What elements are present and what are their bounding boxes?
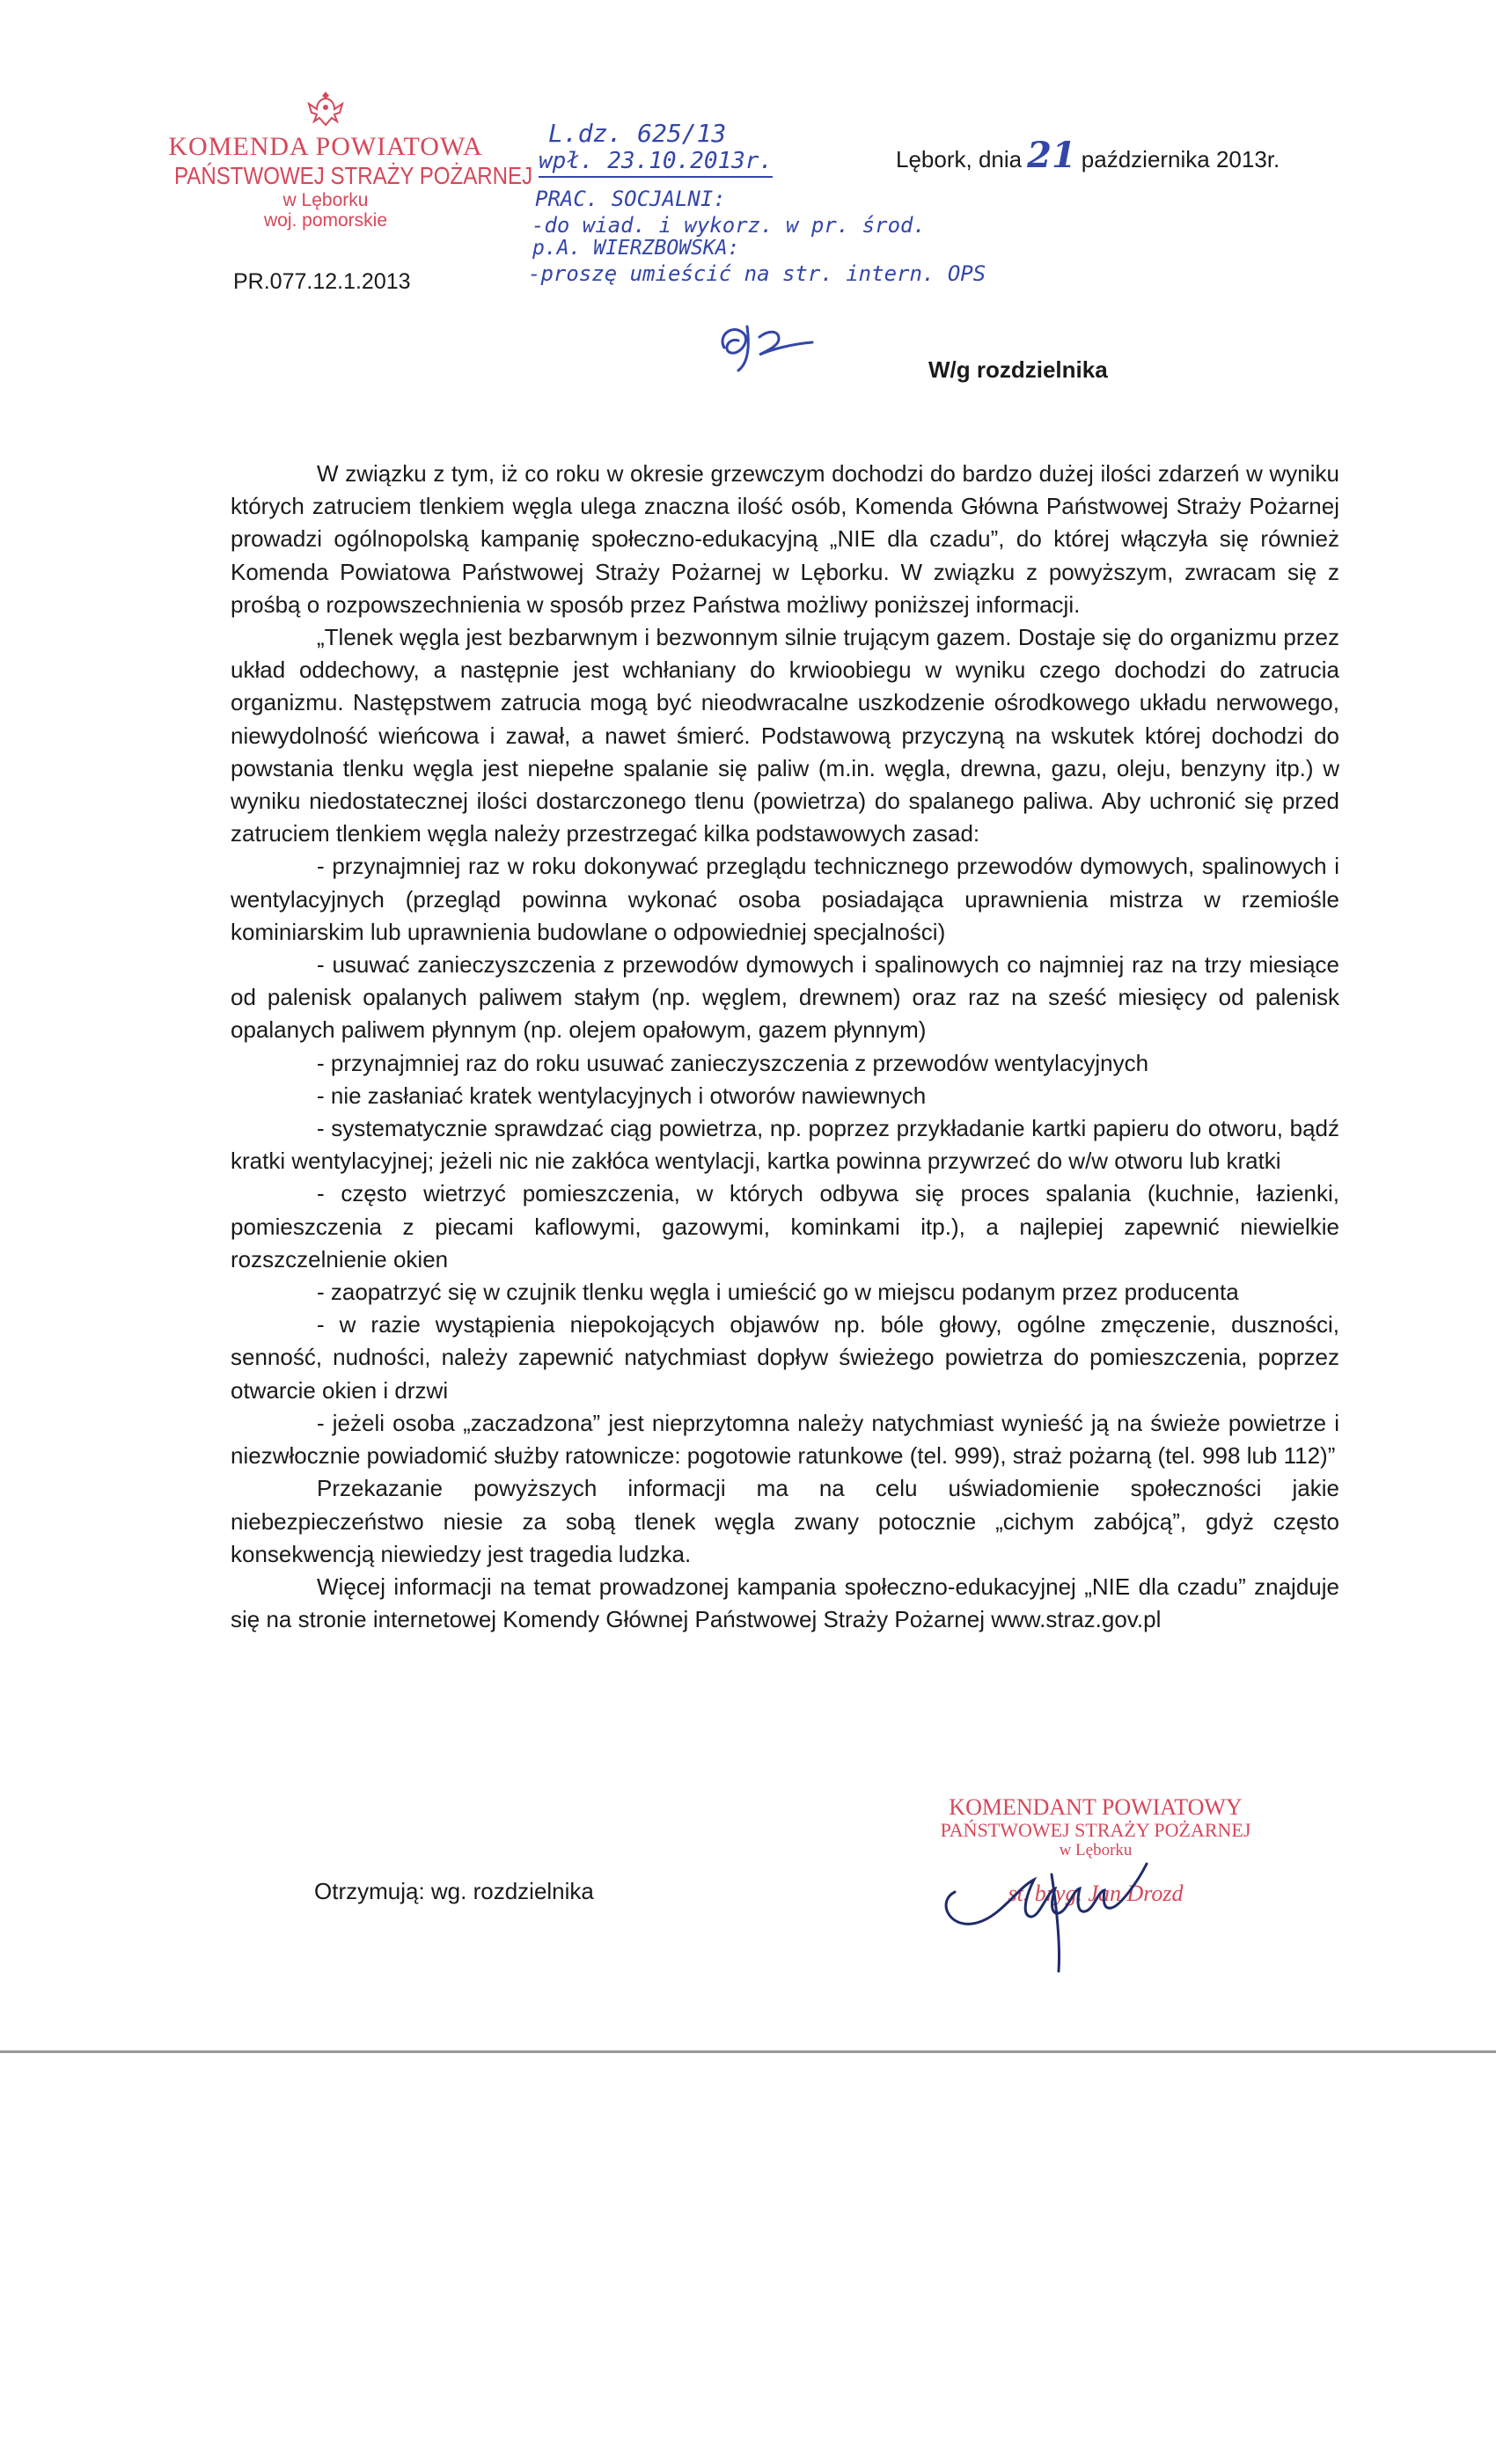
institution-stamp — [150, 88, 533, 231]
place-date — [896, 135, 1280, 176]
place-date-prefix: Lębork, dnia — [896, 146, 1023, 172]
handwritten-note-1: L.dz. 625/13 — [548, 119, 727, 148]
handwritten-initials-icon — [708, 312, 832, 383]
handwritten-note-2 — [539, 148, 773, 178]
paragraph: W związku z tym, iż co roku w okresie grzewczym dochodzi do bardzo dużej ilości zdarzeń w wyniku których zatruciem tlenkiem węgla ulega znaczna ilość osób, Komenda Główna Państwowej Straży Pożarnej prowadzi ogólnopolską kampanię społeczno-edukacyjną „NIE dla czadu”, do której włączyła się również Komenda Powiatowa Państwowej Straży Pożarnej w Lęborku. W związku z powyższym, zwracam się z prośbą o rozpowszechnienia w sposób przez Państwa możliwy poniższej informacji. — [231, 460, 1339, 618]
paragraph: „Tlenek węgla jest bezbarwnym i bezwonnym silnie trującym gazem. Dostaje się do organizmu przez układ oddechowy, a następnie jest wchłaniany do krwioobiegu w wyniku czego dochodzi do zatrucia organizmu. Następstwem zatrucia mogą być nieodwracalne uszkodzenie ośrodkowego układu nerwowego, niewydolność wieńcowa i zawał, a nawet śmierć. Podstawową przyczyną na wskutek której dochodzi do powstania tlenku węgla jest niepełne spalanie się paliw (m.in. węgla, drewna, gazu, oleju, benzyny itp.) w wyniku niedostatecznej ilości dostarczonego tlenu (powietrza) do spalanego paliwa. Aby uchronić się przed zatruciem tlenkiem węgla należy przestrzegać kilka podstawowych zasad: — [231, 624, 1339, 847]
signature-stamp-line-3: w Lęborku — [1059, 1841, 1133, 1859]
recipients-line: Otrzymują: wg. rozdzielnika — [314, 1878, 594, 1904]
handwritten-note-5: p.A. WIERZBOWSKA: — [532, 237, 740, 260]
list-item: - przynajmniej raz do roku usuwać zanieczyszczenia z przewodów wentylacyjnych — [317, 1049, 1149, 1076]
stamp-line-1: KOMENDA POWIATOWA — [168, 132, 483, 161]
eagle-emblem-icon — [305, 88, 346, 128]
handwritten-note-2-text: wpł. 23.10.2013r. — [539, 148, 773, 178]
reference-number: PR.077.12.1.2013 — [233, 269, 411, 294]
list-item: - jeżeli osoba „zaczadzona” jest nieprzytomna należy natychmiast wynieść ją na świeże powietrze i niezwłocznie powiadomić służby ratownicze: pogotowie ratunkowe (tel. 999), straż pożarną (tel. 998 lub 112)” — [231, 1409, 1339, 1470]
handwritten-note-6: -proszę umieścić na str. intern. OPS — [528, 261, 986, 286]
addressee: W/g rozdzielnika — [928, 356, 1108, 383]
handwritten-note-3: PRAC. SOCJALNI: — [535, 187, 726, 211]
list-item: - często wietrzyć pomieszczenia, w których odbywa się proces spalania (kuchnie, łazienki, pomieszczenia z piecami kaflowymi, gazowymi, kominkami itp.), a najlepiej zapewnić niewielkie rozszczelnienie okien — [231, 1180, 1339, 1272]
place-date-day: 21 — [1027, 135, 1076, 176]
list-item: - systematycznie sprawdzać ciąg powietrza, np. poprzez przykładanie kartki papieru do otworu, bądź kratki wentylacyjnej; jeżeli nic nie zakłóca wentylacji, kartka powinna przywrzeć do w/w otworu lub kratki — [231, 1115, 1339, 1175]
list-item: - przynajmniej raz w roku dokonywać przeglądu technicznego przewodów dymowych, spalinowych i wentylacyjnych (przegląd powinna wykonać osoba posiadająca uprawnienia mistrza w rzemiośle kominiarskim lub uprawnienia budowlane o odpowiedniej specjalności) — [231, 853, 1339, 945]
stamp-line-3: w Lęborku — [282, 190, 369, 210]
place-date-suffix: października 2013r. — [1081, 146, 1280, 172]
page-divider — [0, 2050, 1496, 2053]
paragraph: Więcej informacji na temat prowadzonej kampania społeczno-edukacyjnej „NIE dla czadu” znajduje się na stronie internetowej Komendy Głównej Państwowej Straży Pożarnej www.straz.gov.pl — [231, 1573, 1339, 1633]
list-item: - w razie wystąpienia niepokojących objawów np. bóle głowy, ogólne zmęczenie, duszności, senność, nudności, należy zapewnić natychmiast dopływ świeżego powietrza do pomieszczenia, poprzez otwarcie okien i drzwi — [231, 1311, 1339, 1404]
stamp-line-2: PAŃSTWOWEJ STRAŻY POŻARNEJ — [174, 162, 533, 189]
signature-stamp-line-4: st. bryg. Jan Drozd — [1008, 1881, 1184, 1906]
list-item: - usuwać zanieczyszczenia z przewodów dymowych i spalinowych co najmniej raz na trzy miesiące od palenisk opalanych paliwem stałym (np. węglem, drewnem) oraz raz na sześć miesięcy od palenisk opalanych paliwem płynnym (np. olejem opałowym, gazem płynnym) — [231, 951, 1339, 1044]
list-item: - nie zasłaniać kratek wentylacyjnych i otworów nawiewnych — [317, 1082, 927, 1109]
signature-stamp-line-1: KOMENDANT POWIATOWY — [949, 1794, 1243, 1820]
signature-stamp-line-2: PAŃSTWOWEJ STRAŻY POŻARNEJ — [940, 1819, 1251, 1841]
handwritten-signature-icon — [920, 1813, 1236, 1989]
letter-body — [231, 458, 1339, 1636]
paragraph: Przekazanie powyższych informacji ma na celu uświadomienie społeczności jakie niebezpieczeństwo niesie za sobą tlenek węgla zwany potocznie „cichym zabójcą”, gdyż często konsekwencją niewiedzy jest tragedia ludzka. — [231, 1475, 1339, 1567]
stamp-line-4: woj. pomorskie — [263, 210, 388, 231]
handwritten-note-4: -do wiad. i wykorz. w pr. środ. — [532, 213, 926, 238]
list-item: - zaopatrzyć się w czujnik tlenku węgla i umieścić go w miejscu podanym przez producenta — [317, 1279, 1239, 1306]
